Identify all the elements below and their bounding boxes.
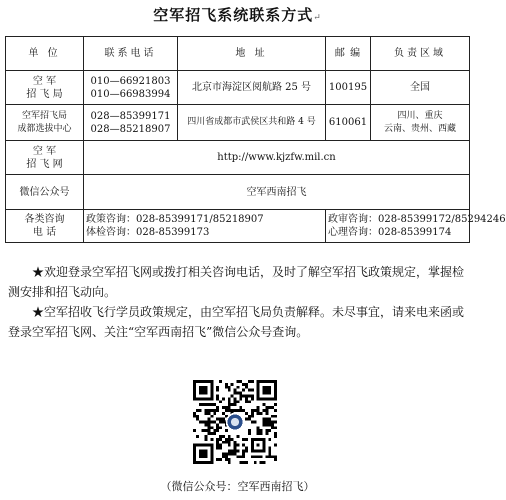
phone-number: 028—85218907 [90,123,171,135]
postcode-cell: 100195 [326,71,371,105]
hotline-number: 心理咨询：028-85399174 [328,227,452,238]
website-url[interactable]: http://www.kjzfw.mil.cn [84,141,470,175]
table-row [6,105,470,141]
page-title: 空军招飞系统联系方式↵ [153,6,322,24]
header-unit: 单 位 [6,37,84,71]
phone-number: 010—66983994 [90,88,171,100]
unit-cell: 空 军 招 飞 网 [6,141,84,175]
region-cell: 全国 [371,71,470,105]
unit-cell: 空 军 招 飞 局 [6,71,84,105]
region-cell: 四川、重庆 云南、贵州、西藏 [371,105,470,141]
phone-number: 010—66921803 [90,75,171,87]
phone-cell [84,71,178,105]
address-cell: 四川省成都市武侯区共和路 4 号 [178,105,326,141]
postcode-cell: 610061 [326,105,371,141]
hotline-right [326,210,506,243]
hotline-number: 体检咨询：028-85399173 [86,227,210,238]
qr-caption: （微信公众号：空军西南招飞） [160,480,315,493]
hotline-number: 政审咨询：028-85399172/85294246 [328,214,506,225]
wechat-account: 空军西南招飞 [84,175,470,210]
table-row [6,210,470,243]
table-row [6,71,470,105]
hotline-left [84,210,326,243]
header-address: 地 址 [178,37,326,71]
hotline-number: 政策咨询：028-85399171/85218907 [86,214,264,225]
header-phone: 联系电话 [84,37,178,71]
header-region: 负责区域 [371,37,470,71]
wechat-qr-code-icon [193,380,277,464]
unit-cell: 各类咨询 电 话 [6,210,84,243]
phone-number: 028—85399171 [90,110,171,122]
unit-cell: 空军招飞局 成都选拔中心 [6,105,84,141]
address-cell: 北京市海淀区阅航路 25 号 [178,71,326,105]
header-postcode: 邮 编 [326,37,371,71]
notice-paragraphs [8,262,470,342]
notice-paragraph: ★空军招收飞行学员政策规定，由空军招飞局负责解释。未尽事宜，请来电来函或登录空军招飞网、关注“空军西南招飞”微信公众号查询。 [8,305,465,339]
phone-cell [84,105,178,141]
notice-paragraph: ★欢迎登录空军招飞网或拨打相关咨询电话，及时了解空军招飞政策规定，掌握检测安排和招飞动向。 [8,265,465,299]
wechat-label: 微信公众号 [6,175,84,210]
table-row [6,141,470,175]
table-header-row [6,37,470,71]
table-row [6,175,470,210]
contact-table [5,36,506,243]
